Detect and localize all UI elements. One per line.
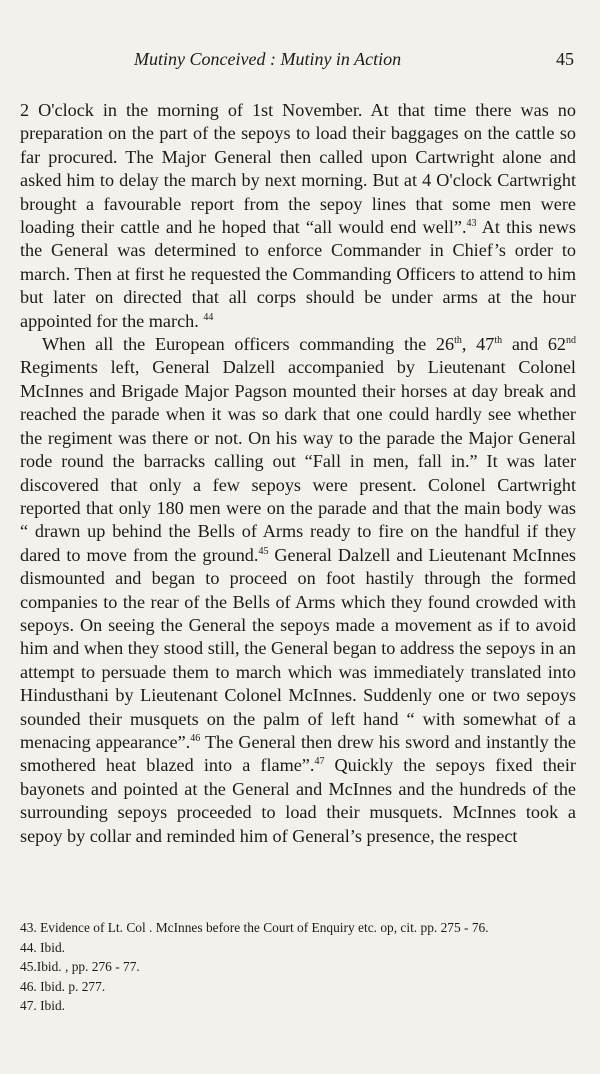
footnote-ref: 43 [466, 217, 477, 229]
paragraph-text: At this news the General was determined to enforce Commander in Chief’s order to march. Then at first he requested the Commanding Officers to attend to him but later on directed that all corps should be under arms at the hour appointed for the march. [20, 217, 576, 331]
paragraph-text: General Dalzell and Lieutenant McInnes dismounted and began to proceed on foot hastily through the formed companies to the rear of the Bells of Arms which they found crowded with sepoys. On seeing the General the sepoys made a movement as if to avoid him and when they stood still, the General began to address the sepoys in an attempt to persuade them to march which was immediately translated into Hindusthani by Lieutenant Colonel McInnes. Suddenly one or two sepoys sounded their musquets on the palm of left hand “ with somewhat of a menacing appearance”. [20, 544, 577, 752]
footnotes [20, 918, 580, 1016]
footnote-46: 46. Ibid. p. 277. [20, 978, 106, 994]
footnote-45: 45.Ibid. , pp. 276 - 77. [20, 959, 140, 974]
footnote-ref: 45 [258, 545, 269, 557]
paragraph-text: , 47 [461, 334, 495, 355]
footnote-ref: 44 [203, 311, 214, 323]
footnote-ref: th [494, 335, 503, 346]
footnote-44: 44. Ibid. [20, 939, 66, 955]
page-number: 45 [556, 49, 574, 69]
body-text [20, 99, 576, 848]
paragraph-text: 2 O'clock in the morning of 1st November. At that time there was no preparation on the part of the sepoys to load their baggages on the cattle so far procured. The Major General then called upon Cartwright alone and asked him to delay the march by next morning. But at 4 O'clock Cartwright brought a favourable report from the sepoy lines that some men were loading their cattle and he hoped that “all would end well”. [20, 100, 576, 238]
paragraph-text: The General then drew his sword and instantly the smothered heat blazed into a flame”. [20, 731, 576, 776]
running-title: Mutiny Conceived : Mutiny in Action [134, 49, 402, 69]
footnote-ref: 47 [314, 756, 325, 768]
page-header [0, 46, 600, 74]
paragraph-2 [20, 333, 576, 848]
footnote-43: 43. Evidence of Lt. Col . McInnes before the Court of Enquiry etc. op, cit. pp. 275 - 76. [20, 920, 489, 935]
footnote-ref: th [454, 335, 462, 346]
footnote-ref: nd [566, 335, 577, 346]
paragraph-text: When all the European officers commanding the 26 [42, 334, 455, 355]
paragraph-text: Quickly the sepoys fixed their bayonets and pointed at the General and McInnes and the hundreds of the surrounding sepoys proceeded to load their musquets. McInnes took a sepoy by collar and reminded him of General’s presence, the respect [20, 755, 576, 846]
paragraph-text: Regiments left, General Dalzell accompanied by Lieutenant Colonel McInnes and Brigade Major Pagson mounted their horses at day break and reached the parade when it was so dark that one could hardly see whether the regiment was there or not. On his way to the parade the Major General rode round the barracks calling out “Fall in men, fall in.” It was later discovered that only a few sepoys were present. Colonel Cartwright reported that only 180 men were on the parade and that the main body was “ drawn up behind the Bells of Arms ready to fire on the handful if they dared to move from the ground. [20, 357, 576, 565]
footnote-47: 47. Ibid. [20, 998, 66, 1013]
paragraph-text: and 62 [502, 334, 567, 355]
paragraph-1 [20, 99, 576, 333]
footnote-ref: 46 [190, 732, 201, 744]
